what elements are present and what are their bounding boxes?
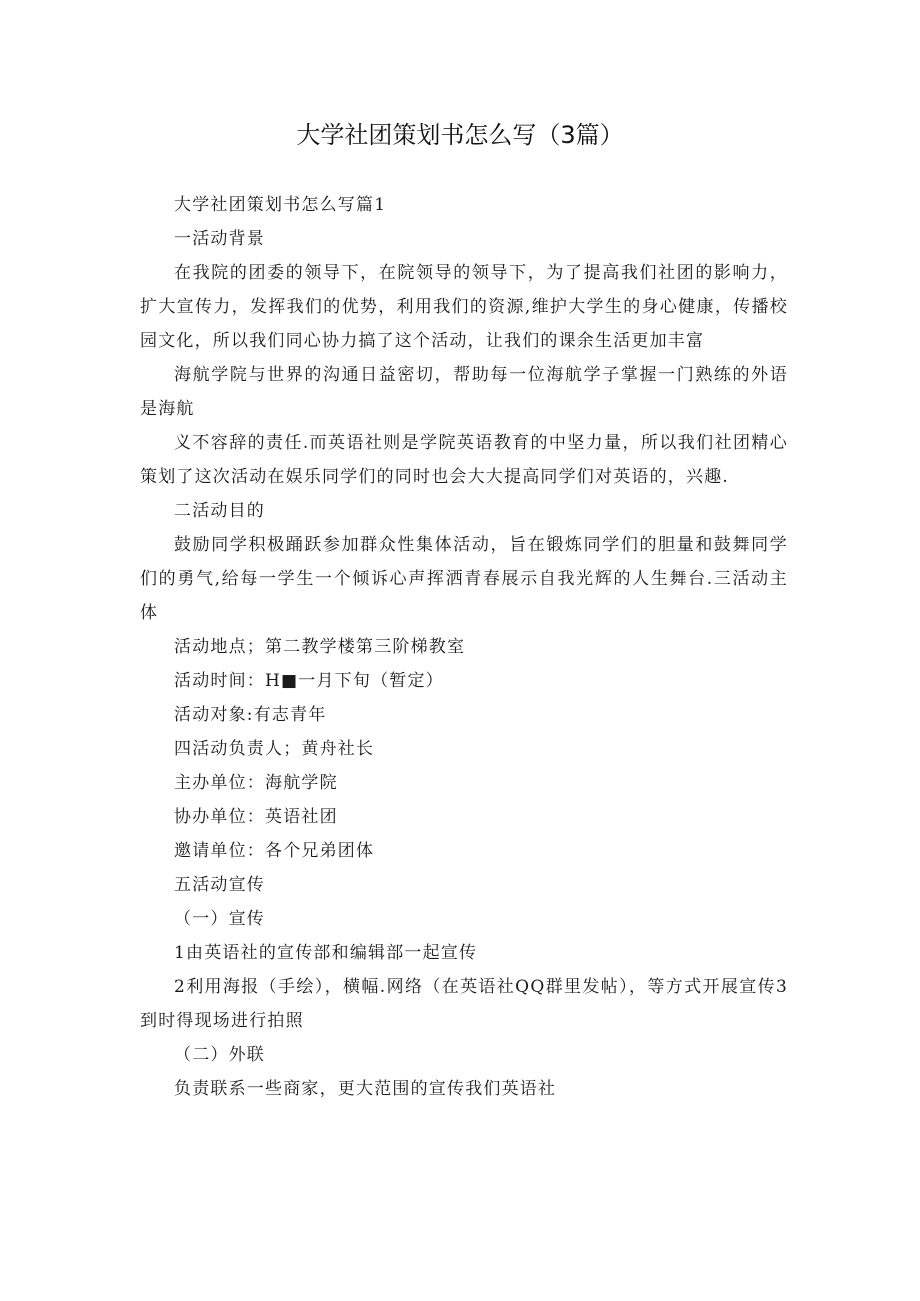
body-paragraph: 2利用海报（手绘），横幅.网络（在英语社QQ群里发帖），等方式开展宣传3到时得现场进行拍照 (140, 977, 788, 1031)
body-paragraph: 负责联系一些商家，更大范围的宣传我们英语社 (174, 1079, 557, 1099)
body-paragraph: 活动对象:有志青年 (174, 705, 327, 725)
body-paragraph: 协办单位：英语社团 (174, 807, 338, 827)
body-paragraph: 义不容辞的责任.而英语社则是学院英语教育的中坚力量，所以我们社团精心策划了这次活动在娱乐同学们的同时也会大大提高同学们对英语的，兴趣. (140, 433, 788, 487)
subsection-heading: （一）宣传 (174, 909, 265, 929)
section-heading: 大学社团策划书怎么写篇1 (174, 195, 387, 215)
section-heading: 四活动负责人；黄舟社长 (174, 739, 375, 759)
subsection-heading: （二）外联 (174, 1045, 265, 1065)
body-paragraph: 主办单位：海航学院 (174, 773, 338, 793)
body-paragraph: 1由英语社的宣传部和编辑部一起宣传 (174, 943, 478, 963)
section-heading: 一活动背景 (174, 229, 265, 249)
body-paragraph: 邀请单位：各个兄弟团体 (174, 841, 375, 861)
body-paragraph: 活动地点；第二教学楼第三阶梯教室 (174, 637, 466, 657)
section-heading: 二活动目的 (174, 501, 265, 521)
document-title: 大学社团策划书怎么写（3篇） (296, 121, 624, 149)
section-heading: 五活动宣传 (174, 875, 265, 895)
body-paragraph: 在我院的团委的领导下，在院领导的领导下，为了提高我们社团的影响力，扩大宣传力，发挥我们的优势，利用我们的资源,维护大学生的身心健康，传播校园文化，所以我们同心协力搞了这个活动，让我们的课余生活更加丰富 (140, 263, 788, 351)
document-body (140, 188, 788, 1106)
body-paragraph: 鼓励同学积极踊跃参加群众性集体活动，旨在锻炼同学们的胆量和鼓舞同学们的勇气,给每一学生一个倾诉心声挥洒青春展示自我光辉的人生舞台.三活动主体 (140, 535, 788, 623)
body-paragraph: 海航学院与世界的沟通日益密切，帮助每一位海航学子掌握一门熟练的外语是海航 (140, 365, 788, 419)
body-paragraph: 活动时间：H■一月下旬（暂定） (174, 671, 444, 691)
